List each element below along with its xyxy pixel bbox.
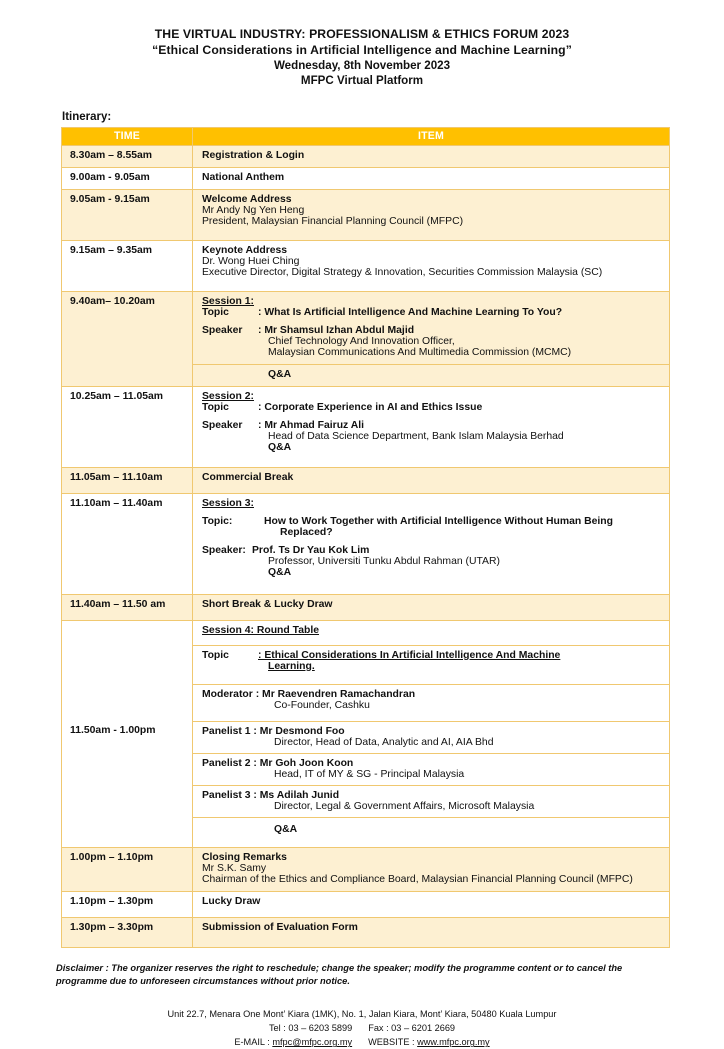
table-row: [62, 167, 670, 189]
table-row: [62, 145, 670, 167]
column-header-item: ITEM: [193, 127, 670, 145]
qa-label: Q&A: [268, 441, 292, 453]
item-person-desc: Executive Director, Digital Strategy & Innovation, Securities Commission Malaysia (SC): [202, 266, 603, 278]
table-row: [62, 891, 670, 917]
row-item: [193, 386, 670, 467]
item-title: Short Break & Lucky Draw: [202, 598, 333, 610]
forum-subtitle: “Ethical Considerations in Artificial Intelligence and Machine Learning”: [152, 43, 572, 58]
disclaimer: [56, 962, 668, 989]
table-row-session-4: [62, 620, 670, 847]
office-address: Unit 22.7, Menara One Mont’ Kiara (1MK), No. 1, Jalan Kiara, Mont’ Kiara, 50480 Kuala Lumpur: [167, 1008, 557, 1019]
topic-value-line-1: How to Work Together with Artificial Intelligence Without Human Being: [264, 515, 613, 527]
email-label: E-MAIL :: [234, 1037, 270, 1048]
row-time: 11.05am – 11.10am: [62, 467, 193, 493]
speaker-label: Speaker: [202, 324, 243, 336]
item-person-name: Mr Andy Ng Yen Heng: [202, 204, 305, 216]
item-title: Submission of Evaluation Form: [202, 921, 358, 933]
row-time: 9.15am – 9.35am: [62, 240, 193, 291]
item-title: Welcome Address: [202, 193, 292, 205]
session-4-panelist-row: [193, 721, 669, 753]
panelist-label: Panelist 2 :: [202, 757, 257, 769]
table-row: [62, 847, 670, 891]
item-title: Keynote Address: [202, 244, 288, 256]
item-title: Commercial Break: [202, 471, 294, 483]
row-time: 8.30am – 8.55am: [62, 145, 193, 167]
table-row: [62, 240, 670, 291]
topic-value: : Corporate Experience in AI and Ethics Issue: [258, 401, 483, 413]
table-row: [62, 467, 670, 493]
topic-value-line-2: Replaced?: [280, 526, 333, 538]
itinerary-table: [61, 127, 670, 948]
speaker-label: Speaker:: [202, 544, 246, 556]
row-time: 1.00pm – 1.10pm: [62, 847, 193, 891]
panelist-desc: Head, IT of MY & SG - Principal Malaysia: [274, 768, 465, 780]
session-title: Session 2:: [202, 390, 254, 402]
session-4-title-row: [193, 621, 669, 646]
row-item: [193, 917, 670, 947]
row-item: [193, 189, 670, 240]
topic-value-line-2: Learning.: [268, 660, 315, 672]
row-time: 9.40am– 10.20am: [62, 291, 193, 386]
phone-line: [0, 1021, 724, 1035]
speaker-value: Prof. Ts Dr Yau Kok Lim: [252, 544, 370, 556]
session-title: Session 1:: [202, 295, 254, 307]
moderator-desc: Co-Founder, Cashku: [274, 699, 370, 711]
topic-value: : What Is Artificial Intelligence And Machine Learning To You?: [258, 306, 563, 318]
table-row-session-3: [62, 493, 670, 594]
moderator-name: Mr Raevendren Ramachandran: [262, 688, 416, 700]
row-item: [193, 847, 670, 891]
table-row: [62, 917, 670, 947]
session-4-qa-row: [193, 817, 669, 847]
row-time: 10.25am – 11.05am: [62, 386, 193, 467]
forum-date: Wednesday, 8th November 2023: [273, 59, 451, 73]
item-person-desc: President, Malaysian Financial Planning Council (MFPC): [202, 215, 464, 227]
row-item-qa: [193, 364, 670, 386]
panelist-label: Panelist 1 :: [202, 725, 257, 737]
telephone-number: Tel : 03 – 6203 5899: [268, 1022, 353, 1033]
speaker-label: Speaker: [202, 419, 243, 431]
row-item: [193, 291, 670, 364]
session-4-moderator-row: [193, 684, 669, 721]
qa-label: Q&A: [268, 566, 292, 578]
panelist-desc: Director, Legal & Government Affairs, Microsoft Malaysia: [274, 800, 535, 812]
topic-label: Topic: [202, 401, 229, 413]
website-label: WEBSITE :: [368, 1037, 415, 1048]
forum-title: THE VIRTUAL INDUSTRY: PROFESSIONALISM & ETHICS FORUM 2023: [154, 27, 570, 41]
table-row: [62, 594, 670, 620]
session-4-panelist-row: [193, 753, 669, 785]
row-item: [193, 594, 670, 620]
column-header-time: TIME: [62, 127, 193, 145]
topic-value-line-1: : Ethical Considerations In Artificial Intelligence And Machine: [258, 649, 561, 661]
fax-number: Fax : 03 – 6201 2669: [368, 1022, 456, 1033]
document-header: [0, 0, 724, 89]
itinerary-heading: Itinerary:: [62, 110, 112, 123]
speaker-value: : Mr Shamsul Izhan Abdul Majid: [258, 324, 415, 336]
forum-venue: MFPC Virtual Platform: [300, 74, 424, 88]
panelist-name: Mr Goh Joon Koon: [259, 757, 354, 769]
panelist-label: Panelist 3 :: [202, 789, 257, 801]
item-person-name: Mr S.K. Samy: [202, 862, 267, 874]
disclaimer-line-1: Disclaimer : The organizer reserves the right to reschedule; change the speaker; modify the programme content or to cancel the: [56, 962, 623, 973]
table-header-row: [62, 127, 670, 145]
row-time: 9.00am - 9.05am: [62, 167, 193, 189]
panelist-desc: Director, Head of Data, Analytic and AI, AIA Bhd: [274, 736, 494, 748]
speaker-desc-1: Professor, Universiti Tunku Abdul Rahman (UTAR): [268, 555, 500, 567]
table-row: [62, 189, 670, 240]
speaker-desc-1: Head of Data Science Department, Bank Islam Malaysia Berhad: [268, 430, 564, 442]
topic-label: Topic: [202, 649, 229, 661]
row-item: [193, 620, 670, 847]
topic-label: Topic:: [202, 515, 233, 527]
website-link[interactable]: www.mfpc.org.my: [417, 1037, 490, 1048]
panelist-name: Ms Adilah Junid: [259, 789, 340, 801]
speaker-value: : Mr Ahmad Fairuz Ali: [258, 419, 365, 431]
row-item: [193, 467, 670, 493]
item-title: Closing Remarks: [202, 851, 287, 863]
row-time: 9.05am - 9.15am: [62, 189, 193, 240]
row-time: 11.10am – 11.40am: [62, 493, 193, 594]
row-time: 1.30pm – 3.30pm: [62, 917, 193, 947]
session-title: Session 3:: [202, 497, 254, 509]
row-item: [193, 493, 670, 594]
qa-label: Q&A: [268, 368, 292, 380]
item-person-desc: Chairman of the Ethics and Compliance Board, Malaysian Financial Planning Council (MFPC): [202, 873, 633, 885]
speaker-desc-1: Chief Technology And Innovation Officer,: [268, 335, 455, 347]
row-item: [193, 145, 670, 167]
session-4-subtable: [193, 621, 669, 847]
row-item: [193, 240, 670, 291]
table-row-session-2: [62, 386, 670, 467]
item-title: Lucky Draw: [202, 895, 261, 907]
panelist-name: Mr Desmond Foo: [259, 725, 345, 737]
contact-block: [0, 1007, 724, 1049]
row-time: 11.50am - 1.00pm: [62, 620, 193, 847]
disclaimer-line-2: programme due to unforeseen circumstances without prior notice.: [56, 976, 350, 987]
speaker-desc-2: Malaysian Communications And Multimedia Commission (MCMC): [268, 346, 572, 358]
row-time: 11.40am – 11.50 am: [62, 594, 193, 620]
qa-label: Q&A: [274, 823, 298, 835]
item-person-name: Dr. Wong Huei Ching: [202, 255, 300, 267]
moderator-label: Moderator :: [202, 688, 260, 700]
email-website-line: [0, 1035, 724, 1049]
topic-label: Topic: [202, 306, 229, 318]
item-title: Registration & Login: [202, 149, 305, 161]
email-link[interactable]: mfpc@mfpc.org.my: [272, 1037, 353, 1048]
row-time: 1.10pm – 1.30pm: [62, 891, 193, 917]
item-title: National Anthem: [202, 171, 285, 183]
session-4-topic-row: [193, 645, 669, 684]
table-row-session-1: [62, 291, 670, 364]
row-item: [193, 891, 670, 917]
row-item: [193, 167, 670, 189]
session-title: Session 4: Round Table: [202, 624, 320, 636]
session-4-panelist-row: [193, 785, 669, 817]
